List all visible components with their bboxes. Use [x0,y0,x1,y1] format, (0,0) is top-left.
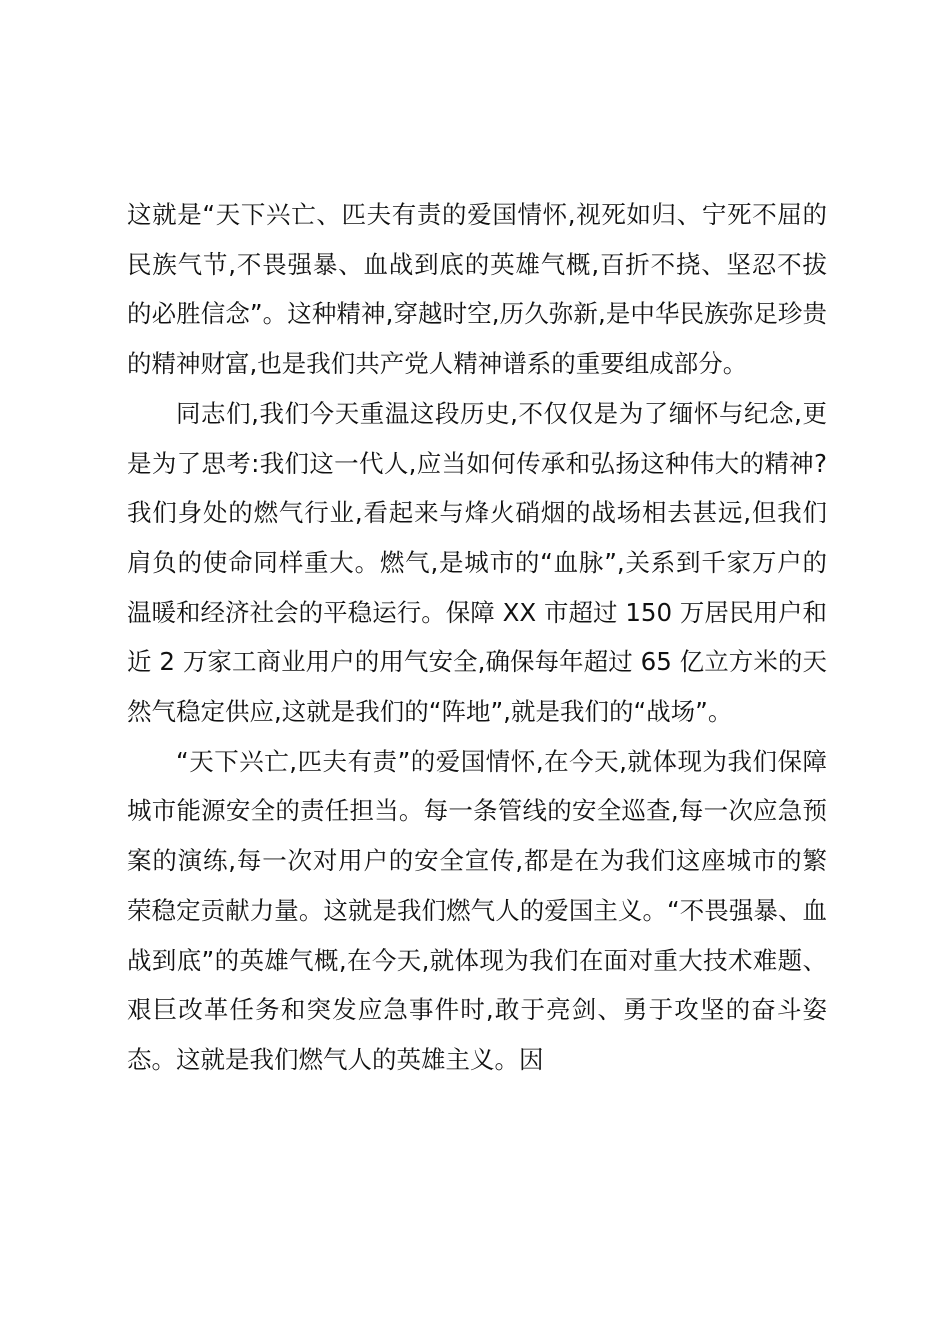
paragraph-1: 这就是“天下兴亡、匹夫有责的爱国情怀,视死如归、宁死不屈的民族气节,不畏强暴、血战到底的英雄气概,百折不挠、坚忍不拔的必胜信念”。这种精神,穿越时空,历久弥新,是中华民族弥足珍贵的精神财富,也是我们共产党人精神谱系的重要组成部分。 [127,200,827,379]
body-text [127,190,827,1085]
paragraph-3: “天下兴亡,匹夫有责”的爱国情怀,在今天,就体现为我们保障城市能源安全的责任担当。每一条管线的安全巡查,每一次应急预案的演练,每一次对用户的安全宣传,都是在为我们这座城市的繁荣稳定贡献力量。这就是我们燃气人的爱国主义。“不畏强暴、血战到底”的英雄气概,在今天,就体现为我们在面对重大技术难题、艰巨改革任务和突发应急事件时,敢于亮剑、勇于攻坚的奋斗姿态。这就是我们燃气人的英雄主义。因 [127,746,827,1074]
paragraph-2: 同志们,我们今天重温这段历史,不仅仅是为了缅怀与纪念,更是为了思考:我们这一代人,应当如何传承和弘扬这种伟大的精神?我们身处的燃气行业,看起来与烽火硝烟的战场相去甚远,但我们肩负的使命同样重大。燃气,是城市的“血脉”,关系到千家万户的温暖和经济社会的平稳运行。保障 XX 市超过 150 万居民用户和近 2 万家工商业用户的用气安全,确保每年超过 65 亿立方米的天然气稳定供应,这就是我们的“阵地”,就是我们的“战场”。 [127,398,827,727]
